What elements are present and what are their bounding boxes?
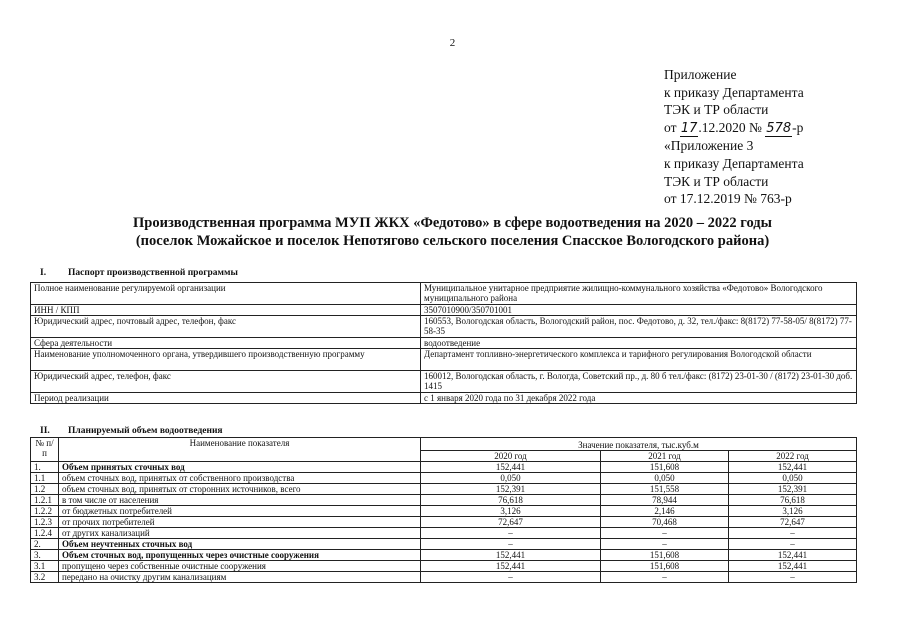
- section-number: II.: [40, 426, 50, 436]
- table-row: [31, 473, 857, 484]
- passport-row: [31, 283, 857, 305]
- passport-label: Период реализации: [31, 393, 421, 404]
- row-number: 1.1: [31, 473, 59, 484]
- row-value: 70,468: [601, 517, 729, 528]
- row-value: 152,391: [729, 484, 857, 495]
- appendix-date-line: [664, 119, 884, 138]
- appendix-line: к приказу Департамента: [664, 84, 804, 100]
- row-name: Объем сточных вод, пропущенных через очистные сооружения: [59, 550, 421, 561]
- section-title: Паспорт производственной программы: [68, 268, 238, 278]
- handwritten-order-number: 578: [766, 120, 792, 136]
- passport-label: ИНН / КПП: [31, 305, 421, 316]
- row-value: –: [601, 572, 729, 583]
- appendix-date-suffix: -р: [792, 119, 804, 135]
- row-value: 151,608: [601, 561, 729, 572]
- row-value: 78,944: [601, 495, 729, 506]
- volume-table: [30, 437, 857, 583]
- section-2-heading: [40, 426, 223, 436]
- passport-row: [31, 371, 857, 393]
- row-name: пропущено через собственные очистные сооружения: [59, 561, 421, 572]
- row-value: 152,441: [729, 462, 857, 473]
- table-row: [31, 462, 857, 473]
- row-value: 151,608: [601, 550, 729, 561]
- row-value: 76,618: [421, 495, 601, 506]
- row-number: 3.: [31, 550, 59, 561]
- passport-value: 3507010900/350701001: [421, 305, 857, 316]
- table-row: [31, 506, 857, 517]
- row-number: 1.2.3: [31, 517, 59, 528]
- row-number: 1.2.4: [31, 528, 59, 539]
- passport-table: [30, 282, 857, 404]
- header-value: Значение показателя, тыс.куб.м: [421, 438, 857, 451]
- page-number: 2: [449, 37, 456, 49]
- row-number: 1.: [31, 462, 59, 473]
- row-value: –: [601, 528, 729, 539]
- header-name: Наименование показателя: [59, 438, 421, 462]
- row-value: 72,647: [729, 517, 857, 528]
- row-value: –: [421, 572, 601, 583]
- row-number: 1.2: [31, 484, 59, 495]
- row-value: 152,441: [729, 550, 857, 561]
- row-value: 3,126: [729, 506, 857, 517]
- table-row: [31, 495, 857, 506]
- header-year: 2022 год: [729, 451, 857, 462]
- passport-value: 160553, Вологодская область, Вологодский район, пос. Федотово, д. 32, тел./факс: 8(8172) 77-58-05/ 8(8172) 77-58-35: [421, 316, 857, 338]
- table-row: [31, 484, 857, 495]
- passport-label: Юридический адрес, почтовый адрес, телефон, факс: [31, 316, 421, 338]
- row-value: 152,441: [729, 561, 857, 572]
- passport-label: Наименование уполномоченного органа, утвердившего производственную программу: [31, 349, 421, 371]
- row-value: –: [421, 528, 601, 539]
- title-line-1: Производственная программа МУП ЖКХ «Федотово» в сфере водоотведения на 2020 – 2022 годы: [133, 215, 772, 231]
- row-name: от других канализаций: [59, 528, 421, 539]
- header-num: № п/п: [31, 438, 59, 462]
- row-number: 1.2.1: [31, 495, 59, 506]
- row-value: –: [729, 539, 857, 550]
- row-value: 152,441: [421, 561, 601, 572]
- row-value: 0,050: [729, 473, 857, 484]
- passport-row: [31, 316, 857, 338]
- table-row: [31, 517, 857, 528]
- row-name: передано на очистку другим канализациям: [59, 572, 421, 583]
- section-number: I.: [40, 268, 47, 278]
- section-title: Планируемый объем водоотведения: [68, 426, 223, 436]
- table-row: [31, 550, 857, 561]
- appendix-line: Приложение: [664, 67, 737, 82]
- row-name: объем сточных вод, принятых от сторонних источников, всего: [59, 484, 421, 495]
- row-value: 151,558: [601, 484, 729, 495]
- appendix-line: от 17.12.2019 № 763-р: [664, 191, 792, 207]
- row-name: в том числе от населения: [59, 495, 421, 506]
- row-value: 152,391: [421, 484, 601, 495]
- row-number: 1.2.2: [31, 506, 59, 517]
- appendix-date-prefix: от: [664, 119, 677, 135]
- header-year: 2021 год: [601, 451, 729, 462]
- passport-value: с 1 января 2020 года по 31 декабря 2022 года: [421, 393, 857, 404]
- row-name: объем сточных вод, принятых от собственного производства: [59, 473, 421, 484]
- passport-value: Муниципальное унитарное предприятие жилищно-коммунального хозяйства «Федотово» Вологодского муниципального района: [421, 283, 857, 305]
- row-value: –: [601, 539, 729, 550]
- passport-value: 160012, Вологодская область, г. Вологда, Советский пр., д. 80 б тел./факс: (8172) 23-01-30 / (8172) 23-01-30 доб. 1415: [421, 371, 857, 393]
- row-value: 151,608: [601, 462, 729, 473]
- passport-row: [31, 305, 857, 316]
- row-number: 3.1: [31, 561, 59, 572]
- row-name: от прочих потребителей: [59, 517, 421, 528]
- row-value: –: [729, 572, 857, 583]
- row-value: 0,050: [601, 473, 729, 484]
- passport-row: [31, 393, 857, 404]
- table-row: [31, 572, 857, 583]
- row-value: 76,618: [729, 495, 857, 506]
- passport-row: [31, 338, 857, 349]
- passport-row: [31, 349, 857, 371]
- row-value: –: [729, 528, 857, 539]
- appendix-line: к приказу Департамента: [664, 155, 804, 171]
- row-value: –: [421, 539, 601, 550]
- passport-label: Полное наименование регулируемой организации: [31, 283, 421, 305]
- row-value: 72,647: [421, 517, 601, 528]
- row-number: 3.2: [31, 572, 59, 583]
- title-line-2: (поселок Можайское и поселок Непотягово сельского поселения Спасское Вологодского района): [135, 233, 770, 249]
- row-value: 152,441: [421, 462, 601, 473]
- appendix-date-mid: .12.2020 №: [698, 119, 762, 135]
- row-value: 3,126: [421, 506, 601, 517]
- table-row: [31, 561, 857, 572]
- row-name: Объем принятых сточных вод: [59, 462, 421, 473]
- appendix-block: [664, 66, 884, 208]
- row-value: 152,441: [421, 550, 601, 561]
- row-number: 2.: [31, 539, 59, 550]
- row-value: 0,050: [421, 473, 601, 484]
- section-1-heading: [40, 268, 238, 278]
- document-title: [0, 214, 905, 250]
- passport-label: Юридический адрес, телефон, факс: [31, 371, 421, 393]
- row-value: 2,146: [601, 506, 729, 517]
- table-row: [31, 528, 857, 539]
- header-year: 2020 год: [421, 451, 601, 462]
- passport-value: Департамент топливно-энергетического комплекса и тарифного регулирования Вологодской области: [421, 349, 857, 371]
- appendix-line: «Приложение 3: [664, 138, 754, 154]
- passport-value: водоотведение: [421, 338, 857, 349]
- appendix-line: ТЭК и ТР области: [664, 102, 769, 118]
- appendix-line: ТЭК и ТР области: [664, 173, 769, 189]
- passport-label: Сфера деятельности: [31, 338, 421, 349]
- row-name: от бюджетных потребителей: [59, 506, 421, 517]
- handwritten-day: 17: [680, 120, 698, 136]
- table-row: [31, 539, 857, 550]
- row-name: Объем неучтенных сточных вод: [59, 539, 421, 550]
